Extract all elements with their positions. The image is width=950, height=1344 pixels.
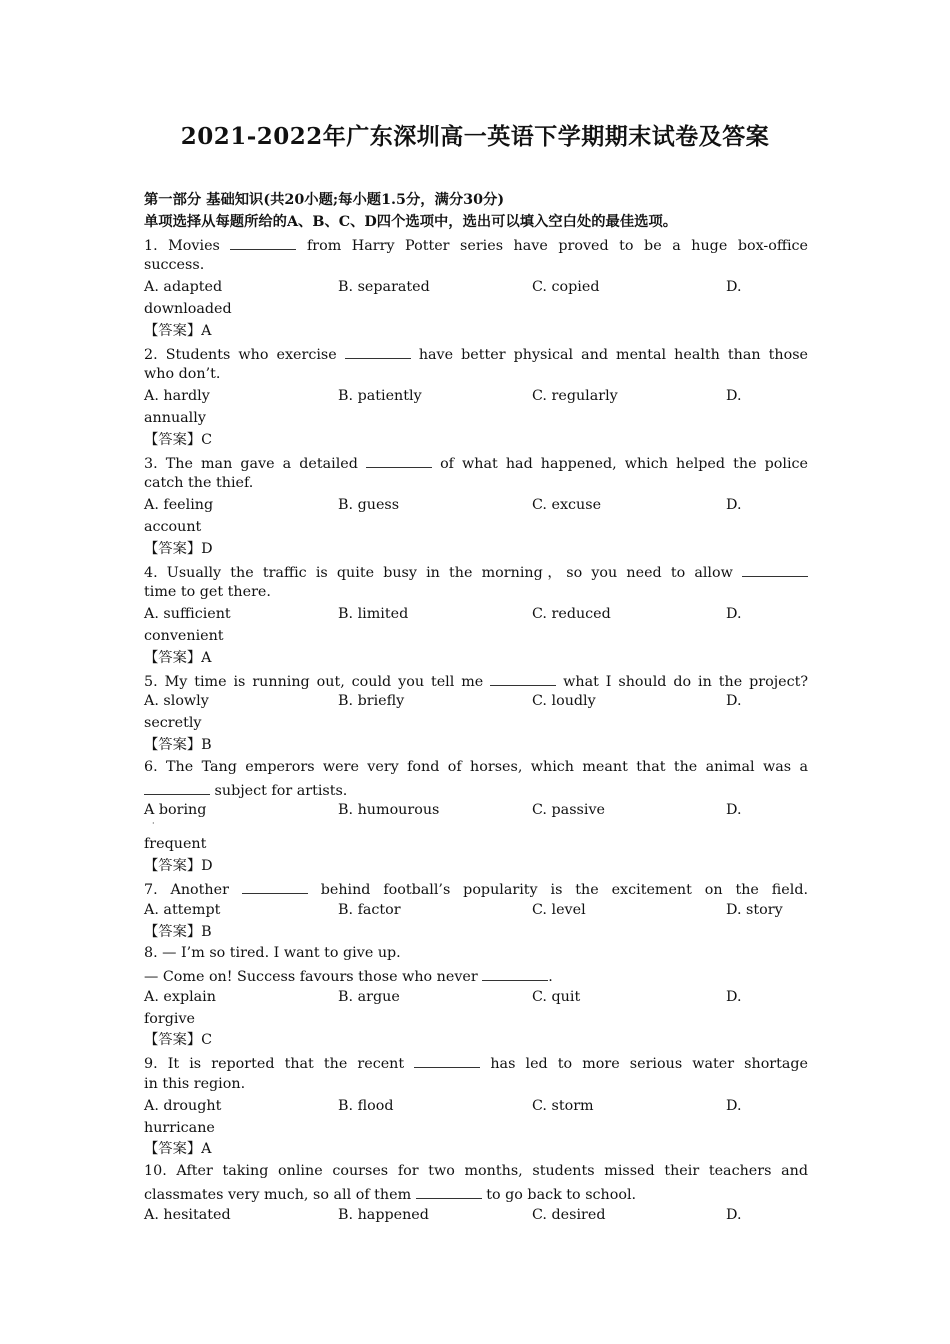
option-b: B. patiently [338, 388, 422, 405]
answer-7: 【答案】B [144, 923, 212, 940]
option-d: D. [726, 988, 742, 1005]
answer-9: 【答案】A [144, 1141, 212, 1158]
question-4-line-2: time to get there. [144, 584, 271, 601]
page-title: 2021-2022年广东深圳高一英语下学期期末试卷及答案 [180, 123, 770, 150]
answer-blank [742, 561, 808, 577]
answer-blank [230, 234, 296, 250]
option-a: A boring [144, 802, 207, 819]
answer-8: 【答案】C [144, 1032, 213, 1049]
option-a: A. sufficient [144, 606, 231, 623]
option-d: D. [726, 693, 742, 710]
question-7-line-1: 7. Another behind football’s popularity is the excitement on the field. [144, 878, 808, 900]
option-b: B. argue [338, 988, 400, 1005]
question-5-options [144, 691, 808, 713]
option-c: C. loudly [532, 693, 596, 710]
option-a: A. hardly [144, 388, 210, 405]
option-a: A. explain [144, 988, 216, 1005]
question-6-options [144, 800, 808, 834]
option-d-wrap: account [144, 518, 202, 535]
option-d: D. [726, 388, 742, 405]
answer-blank [242, 878, 308, 894]
answer-blank [366, 452, 432, 468]
option-b: B. factor [338, 901, 401, 918]
question-8-line-2: — Come on! Success favours those who never . [144, 965, 808, 987]
option-a: A. feeling [144, 497, 214, 514]
option-a: A. adapted [144, 279, 223, 296]
option-c: C. passive [532, 802, 605, 819]
answer-4: 【答案】A [144, 649, 212, 666]
question-10-line-1: 10. After taking online courses for two months, students missed their teachers and [144, 1163, 808, 1180]
question-7-options [144, 900, 808, 922]
question-3-line-2: catch the thief. [144, 475, 254, 492]
section-heading: 第一部分 基础知识(共20小题;每小题1.5分，满分30分) [144, 192, 505, 208]
option-d: D. [726, 802, 742, 819]
answer-blank [490, 670, 556, 686]
question-4-line-1: 4. Usually the traffic is quite busy in the morning，so you need to allow [144, 561, 808, 583]
option-a: A. hesitated [144, 1206, 231, 1223]
option-b: B. happened [338, 1206, 429, 1223]
question-5-line-1: 5. My time is running out, could you tell me what I should do in the project? [144, 670, 808, 692]
question-1-line-1: 1. Movies from Harry Potter series have proved to be a huge box-office [144, 234, 808, 256]
option-d-wrap: frequent [144, 836, 207, 853]
option-d-wrap: downloaded [144, 300, 232, 317]
option-d-wrap: hurricane [144, 1119, 215, 1136]
answer-5: 【答案】B [144, 736, 212, 753]
question-9-line-1: 9. It is reported that the recent has led to more serious water shortage [144, 1052, 808, 1074]
option-d-wrap: secretly [144, 715, 202, 732]
question-9-options [144, 1096, 808, 1118]
answer-1: 【答案】A [144, 322, 212, 339]
option-d: D. [726, 606, 742, 623]
option-d: D. [726, 497, 742, 514]
option-d: D. story [726, 901, 783, 918]
question-8-line-1: 8. — I’m so tired. I want to give up. [144, 945, 401, 962]
answer-blank [416, 1183, 482, 1199]
option-c: C. storm [532, 1097, 594, 1114]
question-3-options [144, 495, 808, 517]
option-b: B. humourous [338, 802, 440, 819]
question-1-options [144, 277, 808, 299]
option-d-wrap: convenient [144, 627, 224, 644]
question-6-line-2: subject for artists. [144, 779, 808, 801]
option-c: C. reduced [532, 606, 611, 623]
option-d-wrap: forgive [144, 1010, 195, 1027]
option-c: C. regularly [532, 388, 618, 405]
option-c: C. level [532, 901, 586, 918]
question-8-options [144, 987, 808, 1009]
question-4-options [144, 604, 808, 626]
option-d: D. [726, 1206, 742, 1223]
option-a: A. slowly [144, 693, 209, 710]
question-10-options [144, 1205, 808, 1227]
stray-dot: · [152, 819, 155, 829]
answer-2: 【答案】C [144, 431, 213, 448]
option-d: D. [726, 279, 742, 296]
question-3-line-1: 3. The man gave a detailed of what had happened, which helped the police [144, 452, 808, 474]
question-1-line-2: success. [144, 257, 205, 274]
answer-blank [482, 965, 548, 981]
option-c: C. excuse [532, 497, 602, 514]
option-b: B. limited [338, 606, 409, 623]
answer-blank [414, 1052, 480, 1068]
question-2-options [144, 386, 808, 408]
question-6-line-1: 6. The Tang emperors were very fond of horses, which meant that the animal was a [144, 758, 808, 775]
document-content [144, 190, 808, 1227]
option-b: B. briefly [338, 693, 405, 710]
option-b: B. guess [338, 497, 400, 514]
question-2-line-1: 2. Students who exercise have better physical and mental health than those [144, 343, 808, 365]
answer-3: 【答案】D [144, 540, 213, 557]
question-10-line-2: classmates very much, so all of them to go back to school. [144, 1183, 808, 1205]
option-b: B. separated [338, 279, 430, 296]
answer-blank [144, 779, 210, 795]
option-a: A. drought [144, 1097, 222, 1114]
option-b: B. flood [338, 1097, 394, 1114]
option-c: C. copied [532, 279, 600, 296]
question-9-line-2: in this region. [144, 1076, 246, 1093]
option-d-wrap: annually [144, 409, 206, 426]
option-a: A. attempt [144, 901, 221, 918]
option-d: D. [726, 1097, 742, 1114]
section-instruction: 单项选择从每题所给的A、B、C、D四个选项中，选出可以填入空白处的最佳选项。 [144, 213, 678, 230]
answer-blank [345, 343, 411, 359]
option-c: C. quit [532, 988, 581, 1005]
question-2-line-2: who don’t. [144, 366, 221, 383]
option-c: C. desired [532, 1206, 606, 1223]
answer-6: 【答案】D [144, 858, 213, 875]
